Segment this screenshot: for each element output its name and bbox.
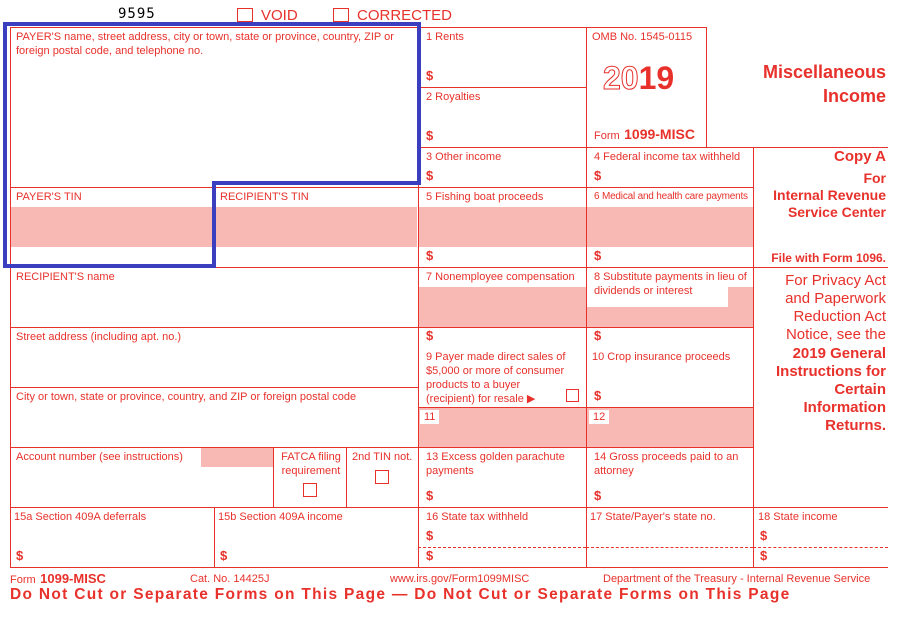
box5-dollar: $ [426,248,434,263]
file-with: File with Form 1096. [771,251,886,265]
box14-label: 14 Gross proceeds paid to an attorney [594,451,739,477]
recipient-name-label: RECIPIENT'S name [16,271,115,283]
form-prefix: Form [594,130,620,142]
box18-dollar-2: $ [760,548,768,563]
city-label: City or town, state or province, country, and ZIP or foreign postal code [16,391,357,403]
box2-label: 2 Royalties [426,91,481,103]
copy-for: For [863,170,886,186]
box4-dollar: $ [594,168,602,183]
do-not-cut-banner: Do Not Cut or Separate Forms on This Page — Do Not Cut or Separate Forms on This Page [10,586,791,603]
box8-label: 8 Substitute payments in lieu of dividends or interest [594,271,747,297]
box17-label: 17 State/Payer's state no. [590,511,716,523]
void-label: VOID [261,7,298,24]
form-code: 9595 [118,6,156,22]
tax-year-outline: 20 [603,60,639,96]
box3-dollar: $ [426,168,434,183]
box13-label: 13 Excess golden parachute payments [426,451,565,477]
payer-tin-label: PAYER'S TIN [16,191,82,203]
fatca-label: FATCA filing requirement [281,451,341,477]
street-label: Street address (including apt. no.) [16,331,182,343]
copy-irs: Internal Revenue Service Center [773,187,886,220]
box5-label: 5 Fishing boat proceeds [426,191,544,203]
box7-label: 7 Nonemployee compensation [426,271,575,283]
box6-label: 6 Medical and health care payments [594,191,748,202]
box16-dollar-2: $ [426,548,434,563]
recipient-tin-label: RECIPIENT'S TIN [220,191,309,203]
box8-dollar: $ [594,328,602,343]
privacy-notice: For Privacy Act and Paperwork Reduction Act Notice, see the [785,272,886,343]
omb-number: OMB No. 1545-0115 [592,31,693,43]
payer-section-highlight-outline [5,24,419,266]
account-label: Account number (see instructions) [16,451,183,463]
box15a-dollar: $ [16,548,24,563]
second-tin-label: 2nd TIN not. [352,451,413,463]
box18-label: 18 State income [758,511,838,523]
box16-label: 16 State tax withheld [426,511,529,523]
box15b-dollar: $ [220,548,228,563]
box9-label: 9 Payer made direct sales of $5,000 or more of consumer products to a buyer (recipient) for resale ▶ [426,351,566,405]
box10-dollar: $ [594,388,602,403]
tax-year-solid: 19 [638,60,675,96]
footer-dept: Department of the Treasury - Internal Revenue Service [603,573,871,585]
box4-label: 4 Federal income tax withheld [594,151,741,163]
box7-dollar: $ [426,328,434,343]
box14-dollar: $ [594,488,602,503]
box1-label: 1 Rents [426,31,464,43]
title-line2: Income [822,86,886,106]
box16-dollar-1: $ [426,528,434,543]
box15b-label: 15b Section 409A income [218,511,343,523]
box15a-label: 15a Section 409A deferrals [14,511,147,523]
footer-url[interactable]: www.irs.gov/Form1099MISC [390,573,530,585]
box3-label: 3 Other income [426,151,502,163]
box11-label: 11 [420,410,439,424]
corrected-label: CORRECTED [357,7,453,24]
payer-info-label: PAYER'S name, street address, city or town, state or province, country, ZIP or foreign postal code, and telephone no. [16,31,394,57]
box2-dollar: $ [426,128,434,143]
box6-dollar: $ [594,248,602,263]
footer-cat-no: Cat. No. 14425J [190,573,270,585]
form-name: 1099-MISC [624,126,695,142]
box10-label: 10 Crop insurance proceeds [592,351,731,363]
box18-dollar-1: $ [760,528,768,543]
footer-form-prefix: Form [10,574,36,586]
box12-label: 12 [589,410,609,424]
copy-a-label: Copy A [834,148,886,165]
box13-dollar: $ [426,488,434,503]
box1-dollar: $ [426,68,434,83]
instructions-reference: 2019 General Instructions for Certain Information Returns. [775,345,886,434]
title-line1: Miscellaneous [762,62,886,82]
footer-form-name: 1099-MISC [40,571,106,586]
